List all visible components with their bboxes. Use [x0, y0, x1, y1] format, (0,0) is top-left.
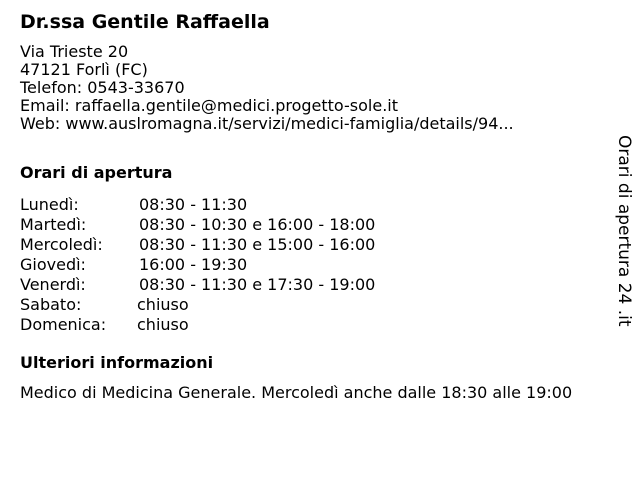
hours-row-saturday [20, 295, 440, 315]
hours-row-thursday [20, 255, 440, 275]
time-value: 08:30 - 11:30 e 15:00 - 16:00 [139, 235, 376, 254]
time-value: chiuso [137, 295, 189, 314]
time-value: 08:30 - 10:30 e 16:00 - 18:00 [139, 215, 376, 234]
time-value: 08:30 - 11:30 e 17:30 - 19:00 [139, 275, 376, 294]
contact-block [20, 43, 514, 133]
phone-text[interactable]: Telefon: 0543-33670 [20, 78, 185, 97]
day-label: Domenica: [20, 315, 107, 334]
brand-watermark: Orari di apertura 24 .it [614, 135, 634, 327]
hours-row-tuesday [20, 215, 440, 235]
day-label: Lunedì: [20, 195, 79, 214]
time-value: 16:00 - 19:30 [139, 255, 248, 274]
website-text[interactable]: Web: www.auslromagna.it/servizi/medici-famiglia/details/94... [20, 114, 514, 133]
time-value: chiuso [137, 315, 189, 334]
hours-row-sunday [20, 315, 440, 335]
page-title: Dr.ssa Gentile Raffaella [20, 11, 270, 33]
day-label: Sabato: [20, 295, 82, 314]
day-label: Mercoledì: [20, 235, 103, 254]
info-text: Medico di Medicina Generale. Mercoledì anche dalle 18:30 alle 19:00 [20, 383, 573, 402]
email-text[interactable]: Email: raffaella.gentile@medici.progetto-sole.it [20, 96, 399, 115]
time-value: 08:30 - 11:30 [139, 195, 248, 214]
day-label: Giovedì: [20, 255, 86, 274]
opening-hours-table [20, 195, 440, 335]
day-label: Venerdì: [20, 275, 86, 294]
hours-row-friday [20, 275, 440, 295]
info-heading: Ulteriori informazioni [20, 353, 214, 372]
address-city: 47121 Forlì (FC) [20, 60, 148, 79]
hours-row-monday [20, 195, 440, 215]
hours-heading: Orari di apertura [20, 163, 173, 182]
day-label: Martedì: [20, 215, 87, 234]
address-street: Via Trieste 20 [20, 42, 129, 61]
hours-row-wednesday [20, 235, 440, 255]
